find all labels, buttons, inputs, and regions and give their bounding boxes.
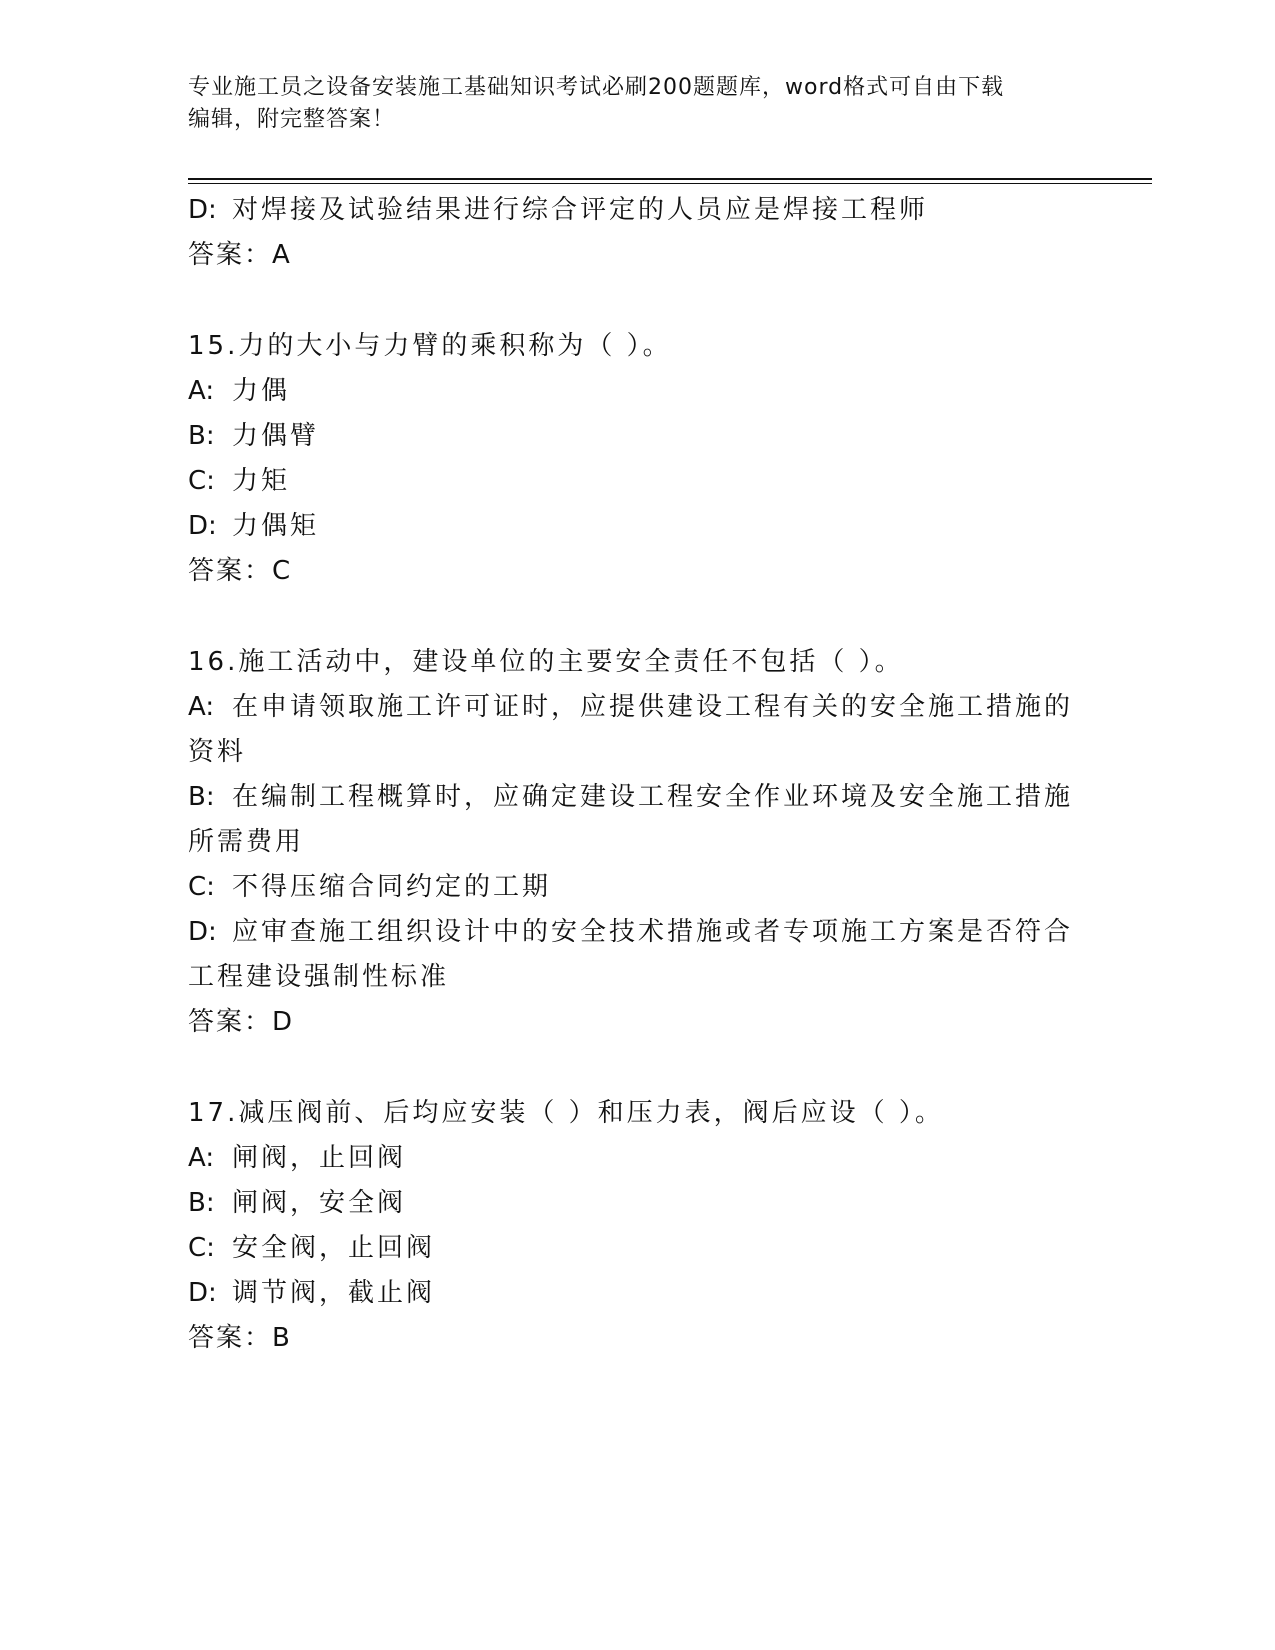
answer-line: 答案：C (188, 556, 293, 586)
option-text: 安全阀，止回阀 (232, 1233, 436, 1263)
option-text: 不得压缩合同约定的工期 (232, 872, 552, 902)
option-text: 力偶 (232, 376, 291, 406)
option-text: 力矩 (232, 466, 291, 496)
spacer (188, 278, 1088, 324)
answer-line: 答案：D (188, 1007, 295, 1037)
option-label: D: (188, 511, 217, 541)
option-text: 在申请领取施工许可证时，应提供建设工程有关的安全施工措施的 (232, 692, 1074, 722)
question-stem: 17.减压阀前、后均应安装（ ）和压力表，阀后应设（ ）。 (188, 1098, 944, 1128)
option-d (188, 188, 1088, 233)
option-label: C: (188, 466, 215, 496)
question-16 (188, 640, 1088, 1045)
option-text: 闸阀，安全阀 (232, 1188, 407, 1218)
option-text: 闸阀，止回阀 (232, 1143, 407, 1173)
option-text: 力偶臂 (232, 421, 320, 451)
option-label: B: (188, 782, 215, 812)
answer-line: 答案：A (188, 240, 292, 270)
option-label: B: (188, 421, 215, 451)
option-label: B: (188, 1188, 215, 1218)
option-label: C: (188, 1233, 215, 1263)
answer-line: 答案：B (188, 1323, 292, 1353)
option-label: A: (188, 1143, 215, 1173)
option-d (188, 1271, 1088, 1316)
option-b-continuation: 所需费用 (188, 827, 305, 857)
option-d (188, 504, 1088, 549)
option-c (188, 459, 1088, 504)
option-c (188, 865, 1088, 910)
option-b (188, 414, 1088, 459)
partial-question-14 (188, 188, 1088, 278)
option-text: 应审查施工组织设计中的安全技术措施或者专项施工方案是否符合 (232, 917, 1074, 947)
header-divider-thin (188, 183, 1152, 184)
spacer (188, 1045, 1088, 1091)
question-15 (188, 324, 1088, 594)
question-17 (188, 1091, 1088, 1361)
option-text: 调节阀，截止阀 (232, 1278, 436, 1308)
option-text: 在编制工程概算时，应确定建设工程安全作业环境及安全施工措施 (232, 782, 1074, 812)
question-stem: 16.施工活动中，建设单位的主要安全责任不包括（ ）。 (188, 647, 904, 677)
option-label: D: (188, 1278, 217, 1308)
document-header (188, 72, 1088, 136)
option-a-continuation: 资料 (188, 737, 247, 767)
option-label: A: (188, 692, 215, 722)
option-label: D: (188, 195, 217, 225)
option-c (188, 1226, 1088, 1271)
option-text: 力偶矩 (232, 511, 320, 541)
header-line-2: 编辑，附完整答案！ (188, 107, 396, 132)
option-d-continuation: 工程建设强制性标准 (188, 962, 450, 992)
option-a (188, 1136, 1088, 1181)
option-label: C: (188, 872, 215, 902)
option-label: D: (188, 917, 217, 947)
spacer (188, 594, 1088, 640)
question-stem: 15.力的大小与力臂的乘积称为（ ）。 (188, 331, 672, 361)
option-a (188, 369, 1088, 414)
option-b (188, 775, 1088, 820)
option-a (188, 685, 1088, 730)
option-b (188, 1181, 1088, 1226)
option-text: 对焊接及试验结果进行综合评定的人员应是焊接工程师 (232, 195, 929, 225)
option-d (188, 910, 1088, 955)
option-label: A: (188, 376, 215, 406)
header-line-1: 专业施工员之设备安装施工基础知识考试必刷200题题库，word格式可自由下载 (188, 75, 1005, 100)
question-content (188, 188, 1088, 1361)
header-divider-thick (188, 178, 1152, 180)
